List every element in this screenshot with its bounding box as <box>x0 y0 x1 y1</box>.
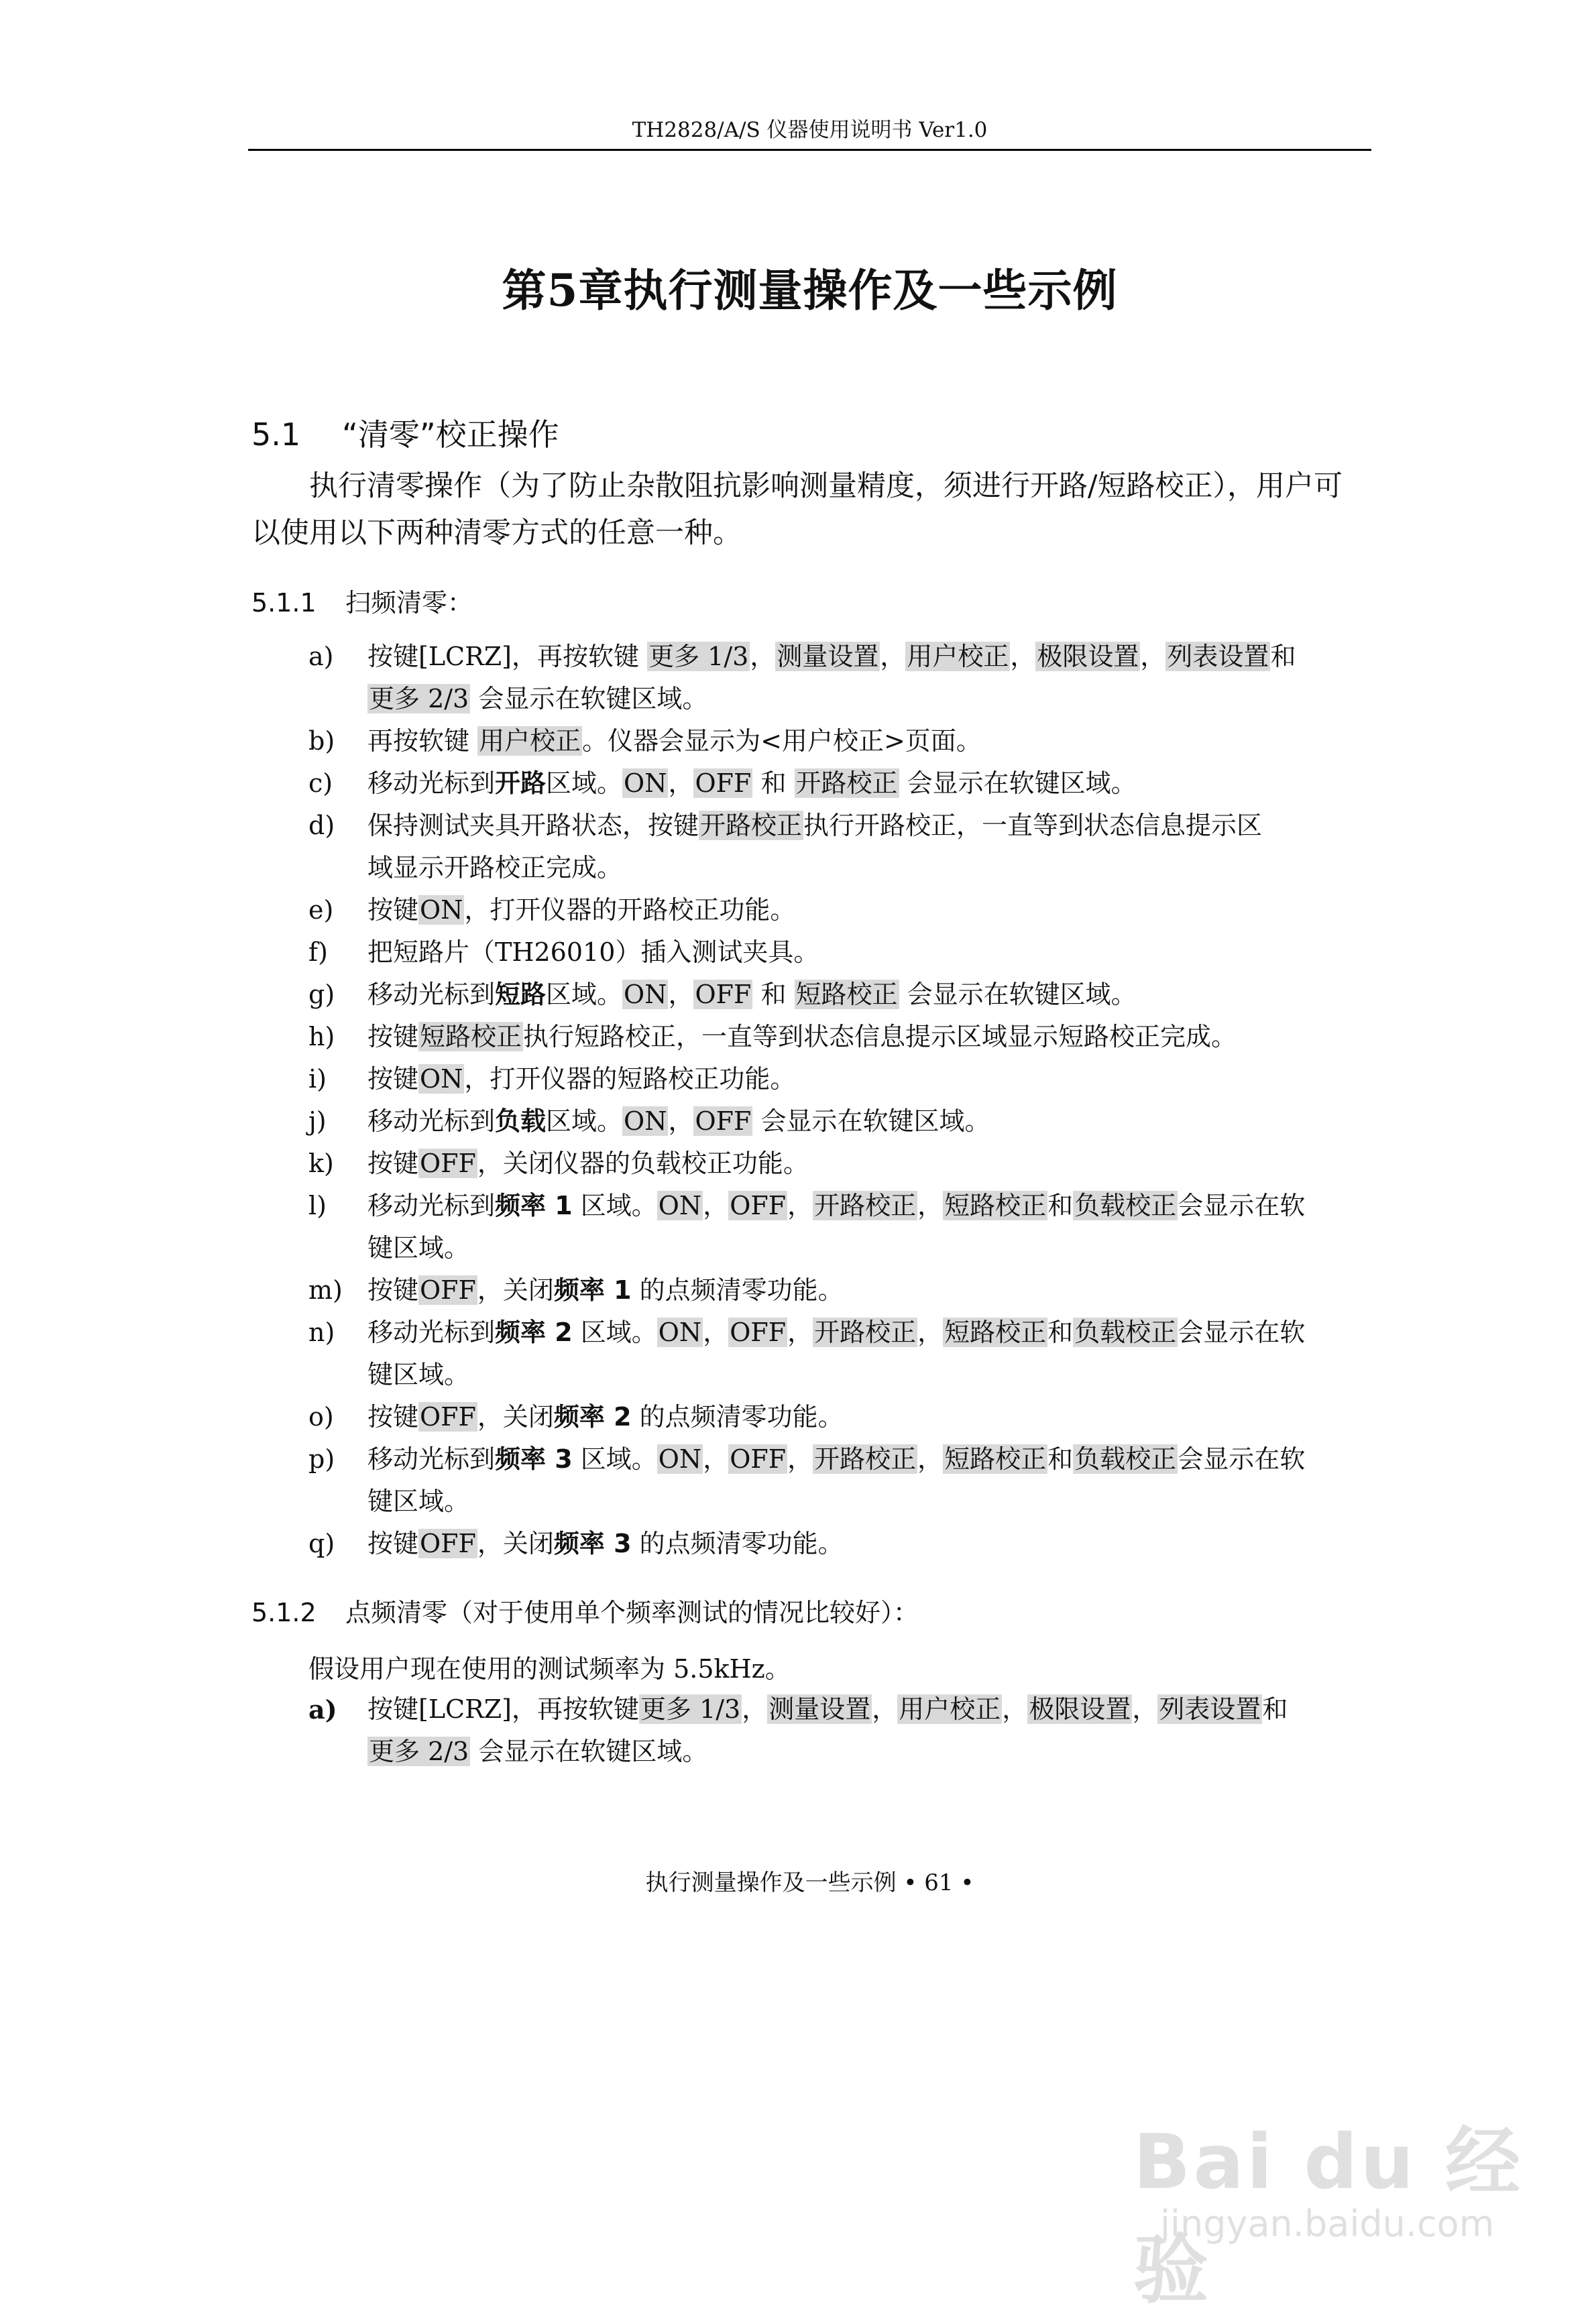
text-run: 会显示在软键区域。 <box>752 1106 990 1136</box>
list-item <box>308 1523 1375 1565</box>
softkey-label: ON <box>658 1444 702 1474</box>
softkey-label: 开路校正 <box>814 1191 917 1220</box>
list-item-label: i) <box>308 1064 327 1094</box>
section-intro <box>251 463 1368 557</box>
softkey-label: ON <box>658 1318 702 1347</box>
text-run: ， <box>787 1444 813 1474</box>
list-item <box>308 1016 1375 1058</box>
softkey-label: ON <box>420 1064 463 1094</box>
softkey-label: 用户校正 <box>907 642 1009 671</box>
text-run: ， <box>917 1318 944 1347</box>
text-run: 和 <box>1047 1191 1074 1220</box>
text-run: 键区域。 <box>367 1360 470 1389</box>
section-title: “清零”校正操作 <box>342 416 559 453</box>
list-item-label: c) <box>308 768 333 798</box>
softkey-label: ON <box>624 980 667 1009</box>
text-run: 移动光标到 <box>367 1318 496 1347</box>
softkey-label: ON <box>624 1106 667 1136</box>
list-item-text <box>367 1022 1237 1051</box>
softkey-label: 短路校正 <box>944 1444 1047 1474</box>
subsection-number: 5.1.1 <box>251 588 317 618</box>
text-run: ， <box>917 1444 944 1474</box>
text-run: 保持测试夹具开路状态，按键 <box>367 811 699 840</box>
text-run: ， <box>703 1444 729 1474</box>
text-run: ， <box>703 1318 729 1347</box>
list-item-text <box>367 1106 990 1136</box>
text-run: ， <box>668 768 694 798</box>
subsection-heading-2 <box>251 1592 919 1629</box>
text-run: 执行开路校正，一直等到状态信息提示区 <box>803 811 1263 840</box>
softkey-label: 用户校正 <box>479 726 581 756</box>
list-item <box>308 931 1375 974</box>
list-item-label: m) <box>308 1275 343 1305</box>
text-run: ， <box>1132 1694 1158 1724</box>
list-item-label: b) <box>308 726 335 756</box>
text-run: 移动光标到 <box>367 1106 496 1136</box>
page-header: TH2828/A/S 仪器使用说明书 Ver1.0 <box>632 118 988 142</box>
softkey-label: 开路校正 <box>795 768 898 798</box>
softkey-label: OFF <box>695 1106 752 1136</box>
list-item-label: n) <box>308 1318 335 1347</box>
text-run: 按键[LCRZ]，再按软键 <box>367 642 648 671</box>
steps-list-2 <box>308 1688 1375 1773</box>
text-run: 区域。 <box>572 1191 657 1220</box>
text-run: ， <box>787 1318 813 1347</box>
text-run: 区域。 <box>546 1106 623 1136</box>
softkey-label: 更多 2/3 <box>369 684 469 713</box>
softkey-label: OFF <box>730 1191 787 1220</box>
text-run: 会显示在软键区域。 <box>470 1737 708 1766</box>
list-item-label: q) <box>308 1529 335 1558</box>
text-run: ， <box>872 1694 898 1724</box>
list-item <box>308 1269 1375 1312</box>
softkey-label: 更多 2/3 <box>369 1737 469 1766</box>
text-run: 执行短路校正，一直等到状态信息提示区域显示短路校正完成。 <box>523 1022 1237 1051</box>
text-run: ， <box>1140 642 1166 671</box>
softkey-label: 短路校正 <box>420 1022 522 1051</box>
text-run: ， <box>880 642 906 671</box>
text-run: 会显示在软 <box>1178 1318 1306 1347</box>
section-heading <box>251 410 559 455</box>
list-item-label: g) <box>308 980 335 1009</box>
field-name: 短路 <box>495 980 547 1009</box>
text-run: 区域。 <box>546 768 623 798</box>
softkey-label: 用户校正 <box>899 1694 1001 1724</box>
text-run: 移动光标到 <box>367 768 496 798</box>
softkey-label: 负载校正 <box>1074 1444 1177 1474</box>
text-run: 区域。 <box>572 1444 657 1474</box>
field-name: 开路 <box>495 768 547 798</box>
list-item-text <box>367 726 982 756</box>
list-item-text <box>367 1444 1305 1516</box>
text-run: 按键 <box>367 1275 419 1305</box>
text-run: 和 <box>1047 1318 1074 1347</box>
field-name: 频率 2 <box>553 1402 632 1432</box>
text-run: 把短路片（TH26010）插入测试夹具。 <box>367 937 819 967</box>
list-item-label: j) <box>308 1106 327 1136</box>
softkey-label: 开路校正 <box>814 1318 917 1347</box>
text-run: 按键 <box>367 1022 419 1051</box>
text-run: ，关闭 <box>477 1529 554 1558</box>
baidu-watermark <box>1133 2102 1549 2314</box>
softkey-label: OFF <box>730 1444 787 1474</box>
softkey-label: 更多 1/3 <box>648 642 749 671</box>
text-run: 会显示在软键区域。 <box>899 980 1137 1009</box>
softkey-label: ON <box>420 895 463 925</box>
list-item <box>308 1396 1375 1438</box>
text-run: 的点频清零功能。 <box>631 1529 844 1558</box>
list-item-text <box>367 937 819 967</box>
list-item-label: a) <box>308 1694 337 1725</box>
softkey-label: OFF <box>420 1529 476 1558</box>
text-run: ， <box>668 1106 694 1136</box>
list-item-label: e) <box>308 895 334 925</box>
softkey-label: 极限设置 <box>1037 642 1139 671</box>
watermark-url: jingyan.baidu.com <box>1160 2203 1495 2245</box>
text-run: 的点频清零功能。 <box>631 1275 844 1305</box>
list-item <box>308 974 1375 1016</box>
text-run: ， <box>742 1694 768 1724</box>
text-run: ， <box>1002 1694 1028 1724</box>
list-item <box>308 1143 1375 1185</box>
text-run: ，关闭仪器的负载校正功能。 <box>477 1149 809 1178</box>
text-run: ， <box>1010 642 1036 671</box>
intro-text: 执行清零操作（为了防止杂散阻抗影响测量精度，须进行开路/短路校正），用户可以使用以下两种清零方式的任意一种。 <box>251 469 1343 550</box>
softkey-label: 极限设置 <box>1029 1694 1131 1724</box>
text-run: 会显示在软 <box>1178 1444 1306 1474</box>
list-item-text <box>367 1402 844 1432</box>
text-run: ，打开仪器的短路校正功能。 <box>464 1064 796 1094</box>
text-run: 会显示在软 <box>1178 1191 1306 1220</box>
list-item-label: l) <box>308 1191 327 1220</box>
list-item-text <box>367 768 1137 798</box>
list-item-label: h) <box>308 1022 335 1051</box>
list-item-text <box>367 1275 844 1305</box>
text-run: ， <box>787 1191 813 1220</box>
text-run: 移动光标到 <box>367 1191 496 1220</box>
text-run: ， <box>750 642 776 671</box>
softkey-label: 测量设置 <box>777 642 879 671</box>
softkey-label: OFF <box>420 1275 476 1305</box>
softkey-label: 列表设置 <box>1159 1694 1261 1724</box>
header-rule <box>248 149 1371 151</box>
subsection-title: 扫频清零： <box>345 588 473 618</box>
chapter-title: 第5章执行测量操作及一些示例 <box>502 264 1118 316</box>
text-run: 按键 <box>367 1402 419 1432</box>
text-run: 区域。 <box>572 1318 657 1347</box>
text-run: 键区域。 <box>367 1487 470 1516</box>
softkey-label: 负载校正 <box>1074 1191 1177 1220</box>
softkey-label: 开路校正 <box>814 1444 917 1474</box>
text-run: 按键 <box>367 895 419 925</box>
list-item-text <box>367 1191 1305 1263</box>
section-number: 5.1 <box>251 416 301 453</box>
softkey-label: 短路校正 <box>795 980 898 1009</box>
field-name: 频率 1 <box>553 1275 632 1305</box>
softkey-label: ON <box>624 768 667 798</box>
subsection-number: 5.1.2 <box>251 1598 317 1627</box>
softkey-label: OFF <box>420 1149 476 1178</box>
field-name: 频率 1 <box>495 1191 573 1220</box>
list-item-label: k) <box>308 1149 334 1178</box>
text-run: 按键 <box>367 1149 419 1178</box>
softkey-label: ON <box>658 1191 702 1220</box>
list-item-text <box>367 1318 1305 1389</box>
text-run: ， <box>917 1191 944 1220</box>
softkey-label: OFF <box>730 1318 787 1347</box>
list-item-text <box>367 1694 1288 1766</box>
list-item <box>308 1185 1375 1269</box>
softkey-label: 更多 1/3 <box>640 1694 741 1724</box>
list-item-text <box>367 642 1296 713</box>
list-item-text <box>367 811 1262 882</box>
list-item-label: p) <box>308 1444 335 1474</box>
text-run: 再按软键 <box>367 726 478 756</box>
subsection-title: 点频清零（对于使用单个频率测试的情况比较好）： <box>345 1598 919 1627</box>
text-run: 按键[LCRZ]，再按软键 <box>367 1694 639 1724</box>
text-run: ，关闭 <box>477 1402 554 1432</box>
softkey-label: 短路校正 <box>944 1318 1047 1347</box>
text-run: ， <box>668 980 694 1009</box>
list-item-label: f) <box>308 937 328 967</box>
subsection-paragraph: 假设用户现在使用的测试频率为 5.5kHz。 <box>308 1654 791 1684</box>
list-item <box>308 889 1375 931</box>
text-run: 键区域。 <box>367 1233 470 1263</box>
list-item-label: d) <box>308 811 335 840</box>
list-item <box>308 805 1375 889</box>
text-run: 按键 <box>367 1064 419 1094</box>
list-item <box>308 636 1375 720</box>
list-item-text <box>367 895 795 925</box>
text-run: 区域。 <box>546 980 623 1009</box>
text-run: 的点频清零功能。 <box>631 1402 844 1432</box>
softkey-label: 短路校正 <box>944 1191 1047 1220</box>
list-item-label: o) <box>308 1402 334 1432</box>
text-run: ， <box>703 1191 729 1220</box>
subsection-heading-1 <box>251 582 473 619</box>
list-item <box>308 1688 1375 1773</box>
list-item <box>308 1100 1375 1143</box>
text-run: 移动光标到 <box>367 1444 496 1474</box>
list-item <box>308 762 1375 805</box>
text-run: ，关闭 <box>477 1275 554 1305</box>
softkey-label: OFF <box>420 1402 476 1432</box>
list-item-text <box>367 1149 809 1178</box>
softkey-label: 负载校正 <box>1074 1318 1177 1347</box>
text-run: 和 <box>1270 642 1296 671</box>
text-run: 和 <box>1047 1444 1074 1474</box>
list-item <box>308 1438 1375 1523</box>
list-item-label: a) <box>308 642 334 671</box>
page-footer: 执行测量操作及一些示例 • 61 • <box>645 1869 974 1896</box>
softkey-label: 开路校正 <box>700 811 803 840</box>
steps-list-1 <box>308 636 1375 1565</box>
text-run: 会显示在软键区域。 <box>470 684 708 713</box>
text-run: 移动光标到 <box>367 980 496 1009</box>
text-run: 和 <box>1262 1694 1288 1724</box>
field-name: 频率 2 <box>495 1318 573 1347</box>
text-run: 和 <box>752 980 795 1009</box>
list-item <box>308 1058 1375 1100</box>
softkey-label: 列表设置 <box>1167 642 1269 671</box>
text-run: 按键 <box>367 1529 419 1558</box>
list-item-text <box>367 1064 795 1094</box>
field-name: 负载 <box>495 1106 547 1136</box>
softkey-label: 测量设置 <box>768 1694 871 1724</box>
softkey-label: OFF <box>695 768 752 798</box>
text-run: 。仪器会显示为<用户校正>页面。 <box>582 726 982 756</box>
field-name: 频率 3 <box>495 1444 573 1474</box>
text-run: 会显示在软键区域。 <box>899 768 1137 798</box>
watermark-logo: Bai du 经验 <box>1133 2119 1524 2314</box>
text-run: ，打开仪器的开路校正功能。 <box>464 895 796 925</box>
text-run: 域显示开路校正完成。 <box>367 853 623 882</box>
list-item-text <box>367 1529 844 1558</box>
softkey-label: OFF <box>695 980 752 1009</box>
field-name: 频率 3 <box>553 1529 632 1558</box>
text-run: 和 <box>752 768 795 798</box>
list-item <box>308 720 1375 762</box>
list-item-text <box>367 980 1137 1009</box>
list-item <box>308 1312 1375 1396</box>
